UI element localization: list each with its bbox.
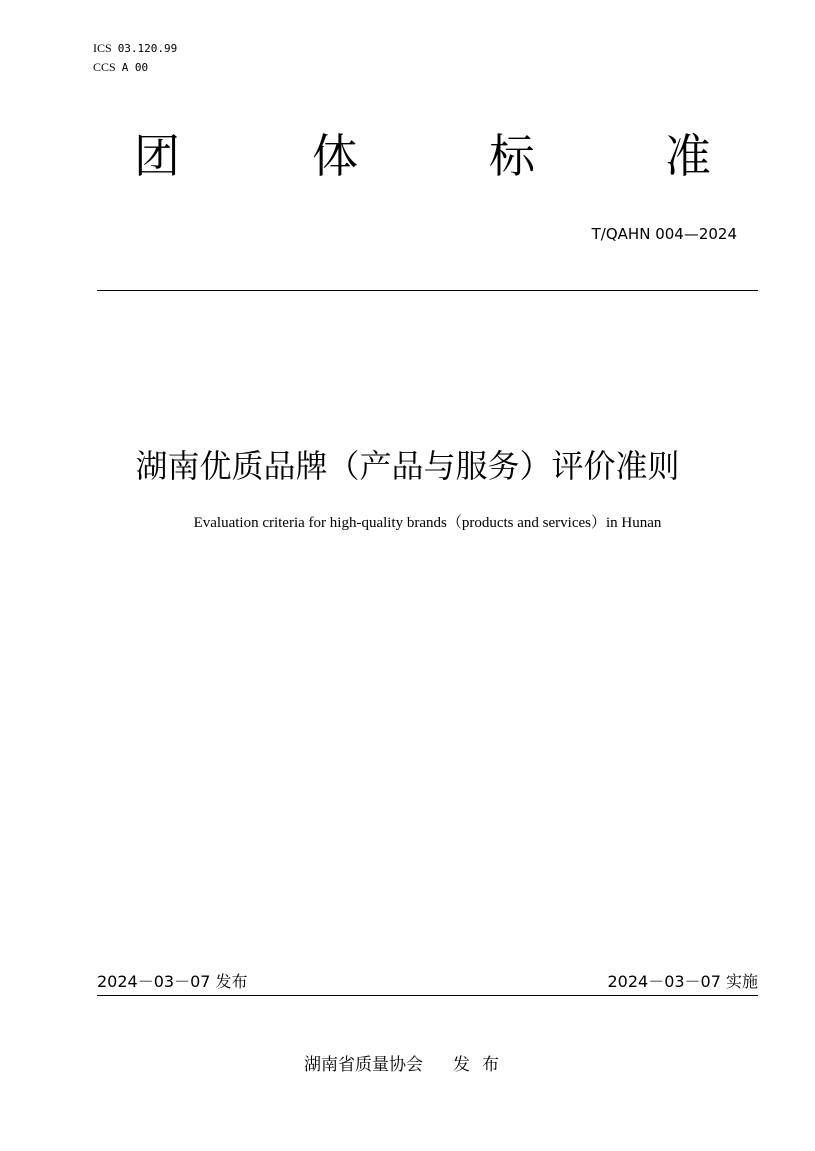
issuer-action: 发布 [453, 1055, 511, 1075]
standard-type-char-2: 体 [312, 129, 358, 183]
footer-divider [97, 995, 758, 996]
standard-number: T/QAHN 004—2024 [591, 225, 737, 243]
publish-date: 2024－03－07 发布 [97, 972, 248, 991]
standard-type-char-4: 准 [665, 129, 711, 183]
ccs-line [93, 58, 177, 77]
ccs-code: A 00 [121, 61, 149, 74]
standard-type-char-1: 团 [134, 129, 180, 183]
implementation-date: 2024－03－07 实施 [607, 972, 758, 991]
document-title-en: Evaluation criteria for high-quality brands（products and services）in Hunan [193, 515, 662, 531]
header-divider [97, 290, 758, 291]
standard-type-char-3: 标 [489, 129, 535, 183]
ics-label: ICS [93, 41, 112, 55]
ics-code: 03.120.99 [117, 42, 178, 55]
issuer-name: 湖南省质量协会 [304, 1055, 423, 1075]
classification-codes [93, 39, 177, 77]
document-title-zh: 湖南优质品牌（产品与服务）评价准则 [135, 447, 680, 485]
ccs-label: CCS [93, 60, 116, 74]
issuer-line [0, 1053, 815, 1077]
ics-line [93, 39, 177, 58]
